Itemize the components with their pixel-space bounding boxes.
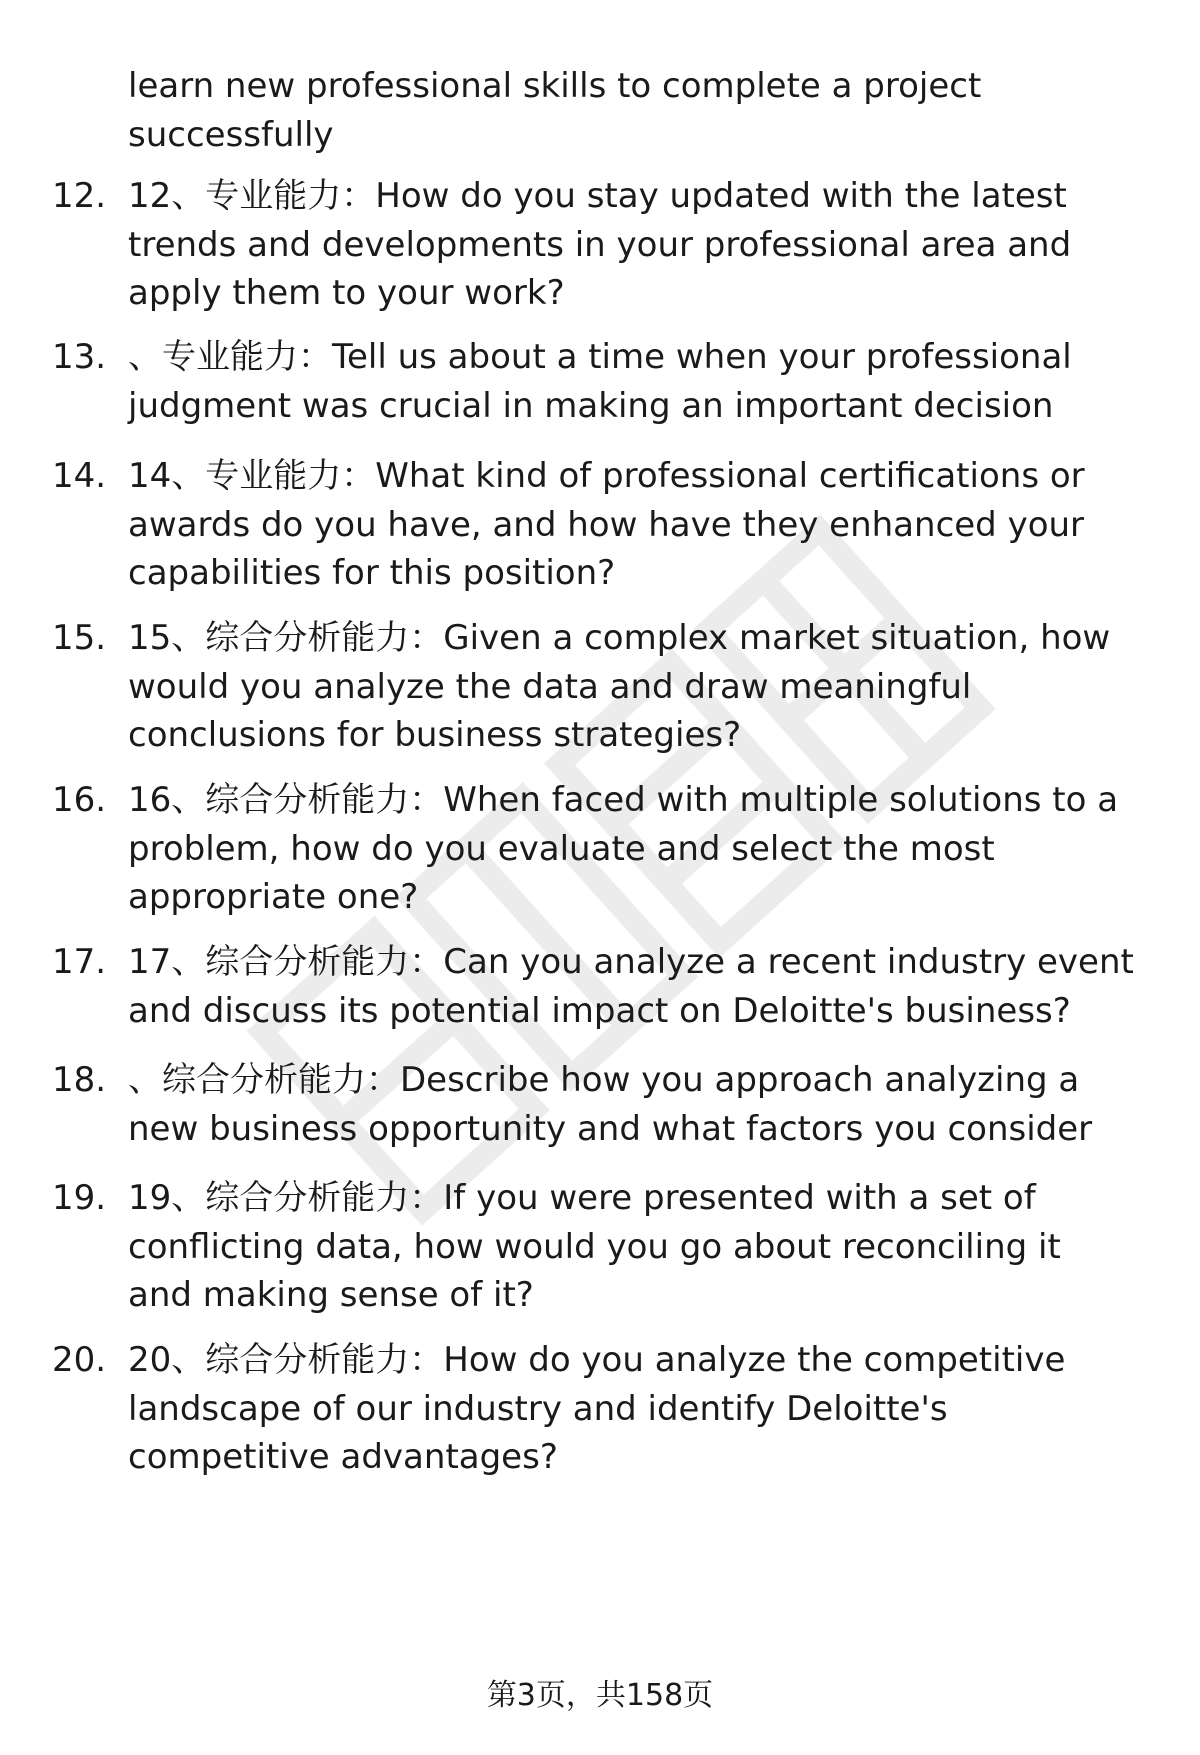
list-item-number: 16. bbox=[52, 780, 107, 820]
list-item-text: 、专业能力：Tell us about a time when your professional judgment was crucial in making an important decision bbox=[128, 337, 1072, 426]
list-item-text: 20、综合分析能力：How do you analyze the competitive landscape of our industry and identify Deloitte's competitive advantages? bbox=[128, 1340, 1066, 1477]
list-item-number: 19. bbox=[52, 1178, 107, 1218]
list-item-text: 15、综合分析能力：Given a complex market situation, how would you analyze the data and draw meaningful conclusions for business strategies? bbox=[128, 618, 1111, 755]
list-item-number: 12. bbox=[52, 176, 107, 216]
list-item-number: 15. bbox=[52, 618, 107, 658]
list-item-text: 12、专业能力：How do you stay updated with the latest trends and developments in your professional area and apply them to your work? bbox=[128, 176, 1072, 313]
list-item-text: 16、综合分析能力：When faced with multiple solutions to a problem, how do you evaluate and select the most appropriate one? bbox=[128, 780, 1119, 917]
list-item-number: 14. bbox=[52, 456, 107, 496]
list-item-number: 17. bbox=[52, 942, 107, 982]
list-item-number: 13. bbox=[52, 337, 107, 377]
list-item-text: 19、综合分析能力：If you were presented with a set of conflicting data, how would you go about reconciling it and making sense of it? bbox=[128, 1178, 1061, 1315]
list-item-text: 17、综合分析能力：Can you analyze a recent industry event and discuss its potential impact on Deloitte's business? bbox=[128, 942, 1134, 1031]
list-item-number: 20. bbox=[52, 1340, 107, 1380]
list-item-text: 、综合分析能力：Describe how you approach analyzing a new business opportunity and what factors you consider bbox=[128, 1060, 1093, 1149]
continued-paragraph: learn new professional skills to complete a project successfully bbox=[128, 66, 982, 155]
page-number-footer: 第3页，共158页 bbox=[486, 1678, 714, 1713]
list-item-text: 14、专业能力：What kind of professional certifications or awards do you have, and how have they enhanced your capabilities for this position? bbox=[128, 456, 1085, 593]
list-item-number: 18. bbox=[52, 1060, 107, 1100]
